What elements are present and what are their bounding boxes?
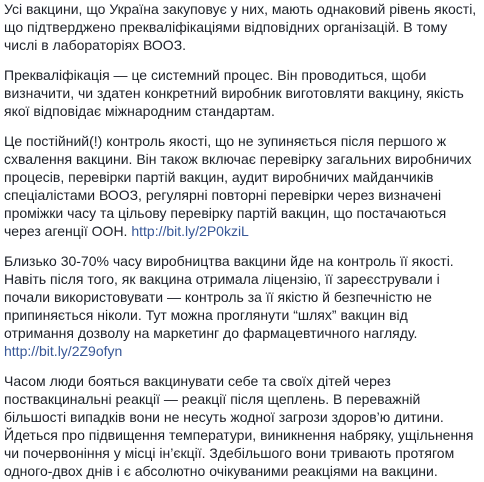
text-segment: Усі вакцини, що Україна закуповує у них, мають однаковий рівень якості,	[4, 1, 477, 17]
text-segment: проміжки часу та цільову перевірку партій вакцин, що постачаються	[4, 205, 447, 221]
text-line	[4, 0, 480, 18]
text-segment: Йдеться про підвищення температури, виникнення набряку, ущільнення	[4, 427, 474, 443]
post-link[interactable]: http://bit.ly/2Z9ofyn	[4, 343, 123, 359]
text-line	[4, 306, 480, 324]
text-line	[4, 372, 480, 390]
text-segment: Навіть після того, як вакцина отримала ліцензію, її зареєстрували і	[4, 271, 440, 287]
text-line	[4, 444, 480, 462]
text-line	[4, 168, 480, 186]
text-line	[4, 324, 480, 342]
text-line	[4, 342, 480, 360]
post-paragraph	[4, 0, 480, 54]
text-line	[4, 204, 480, 222]
text-line	[4, 222, 480, 240]
text-line	[4, 426, 480, 444]
post-link[interactable]: http://bit.ly/2P0kziL	[131, 223, 249, 239]
text-segment: поствакцинальні реакції — реакції після щеплень. В переважній	[4, 391, 421, 407]
text-line	[4, 66, 480, 84]
post-paragraph	[4, 66, 480, 120]
text-segment: припиняється ніколи. Тут можна проглянути “шлях” вакцин від	[4, 307, 408, 323]
text-segment: Це постійний(!) контроль якості, що не зупиняється після першого ж	[4, 133, 447, 149]
text-segment: Близько 30-70% часу виробництва вакцини йде на контроль її якості.	[4, 253, 454, 269]
text-line	[4, 408, 480, 426]
text-segment: схвалення вакцини. Він також включає перевірку загальних виробничих	[4, 151, 472, 167]
text-segment: визначити, чи здатен конкретний виробник виготовляти вакцину, якість	[4, 85, 464, 101]
text-segment: Часом люди бояться вакцинувати себе та своїх дітей через	[4, 373, 391, 389]
text-segment: отримання дозволу на маркетинг до фармацевтичного нагляду.	[4, 325, 418, 341]
text-segment: Прекваліфікація — це системний процес. Він проводиться, щоби	[4, 67, 427, 83]
text-line	[4, 18, 480, 36]
post-paragraph	[4, 132, 480, 240]
text-line	[4, 462, 480, 480]
text-segment: числі в лабораторіях ВООЗ.	[4, 37, 187, 53]
text-line	[4, 186, 480, 204]
text-segment: процесів, перевірки партій вакцин, аудит виробничих майданчиків	[4, 169, 434, 185]
text-segment: через агенції ООН.	[4, 223, 132, 239]
text-line	[4, 36, 480, 54]
text-line	[4, 102, 480, 120]
text-line	[4, 288, 480, 306]
text-line	[4, 390, 480, 408]
text-line	[4, 252, 480, 270]
text-segment: що підтверджено прекваліфікаціями відповідних організацій. В тому	[4, 19, 448, 35]
post-paragraph	[4, 252, 480, 360]
text-line	[4, 84, 480, 102]
text-segment: одного-двох днів і є абсолютно очікуваними реакціями на вакцини.	[4, 463, 438, 479]
text-line	[4, 270, 480, 288]
text-segment: чи почервоніння у місці ін’єкції. Здебільшого вони тривають протягом	[4, 445, 455, 461]
post-paragraph	[4, 372, 480, 480]
text-line	[4, 132, 480, 150]
text-segment: почали використовувати — контроль за її якістю й безпечністю не	[4, 289, 432, 305]
text-line	[4, 150, 480, 168]
text-segment: спеціалістами ВООЗ, регулярні повторні перевірки через визначені	[4, 187, 442, 203]
text-segment: більшості випадків вони не несуть жодної загрози здоров’ю дитини.	[4, 409, 444, 425]
text-segment: якої відповідає міжнародним стандартам.	[4, 103, 275, 119]
